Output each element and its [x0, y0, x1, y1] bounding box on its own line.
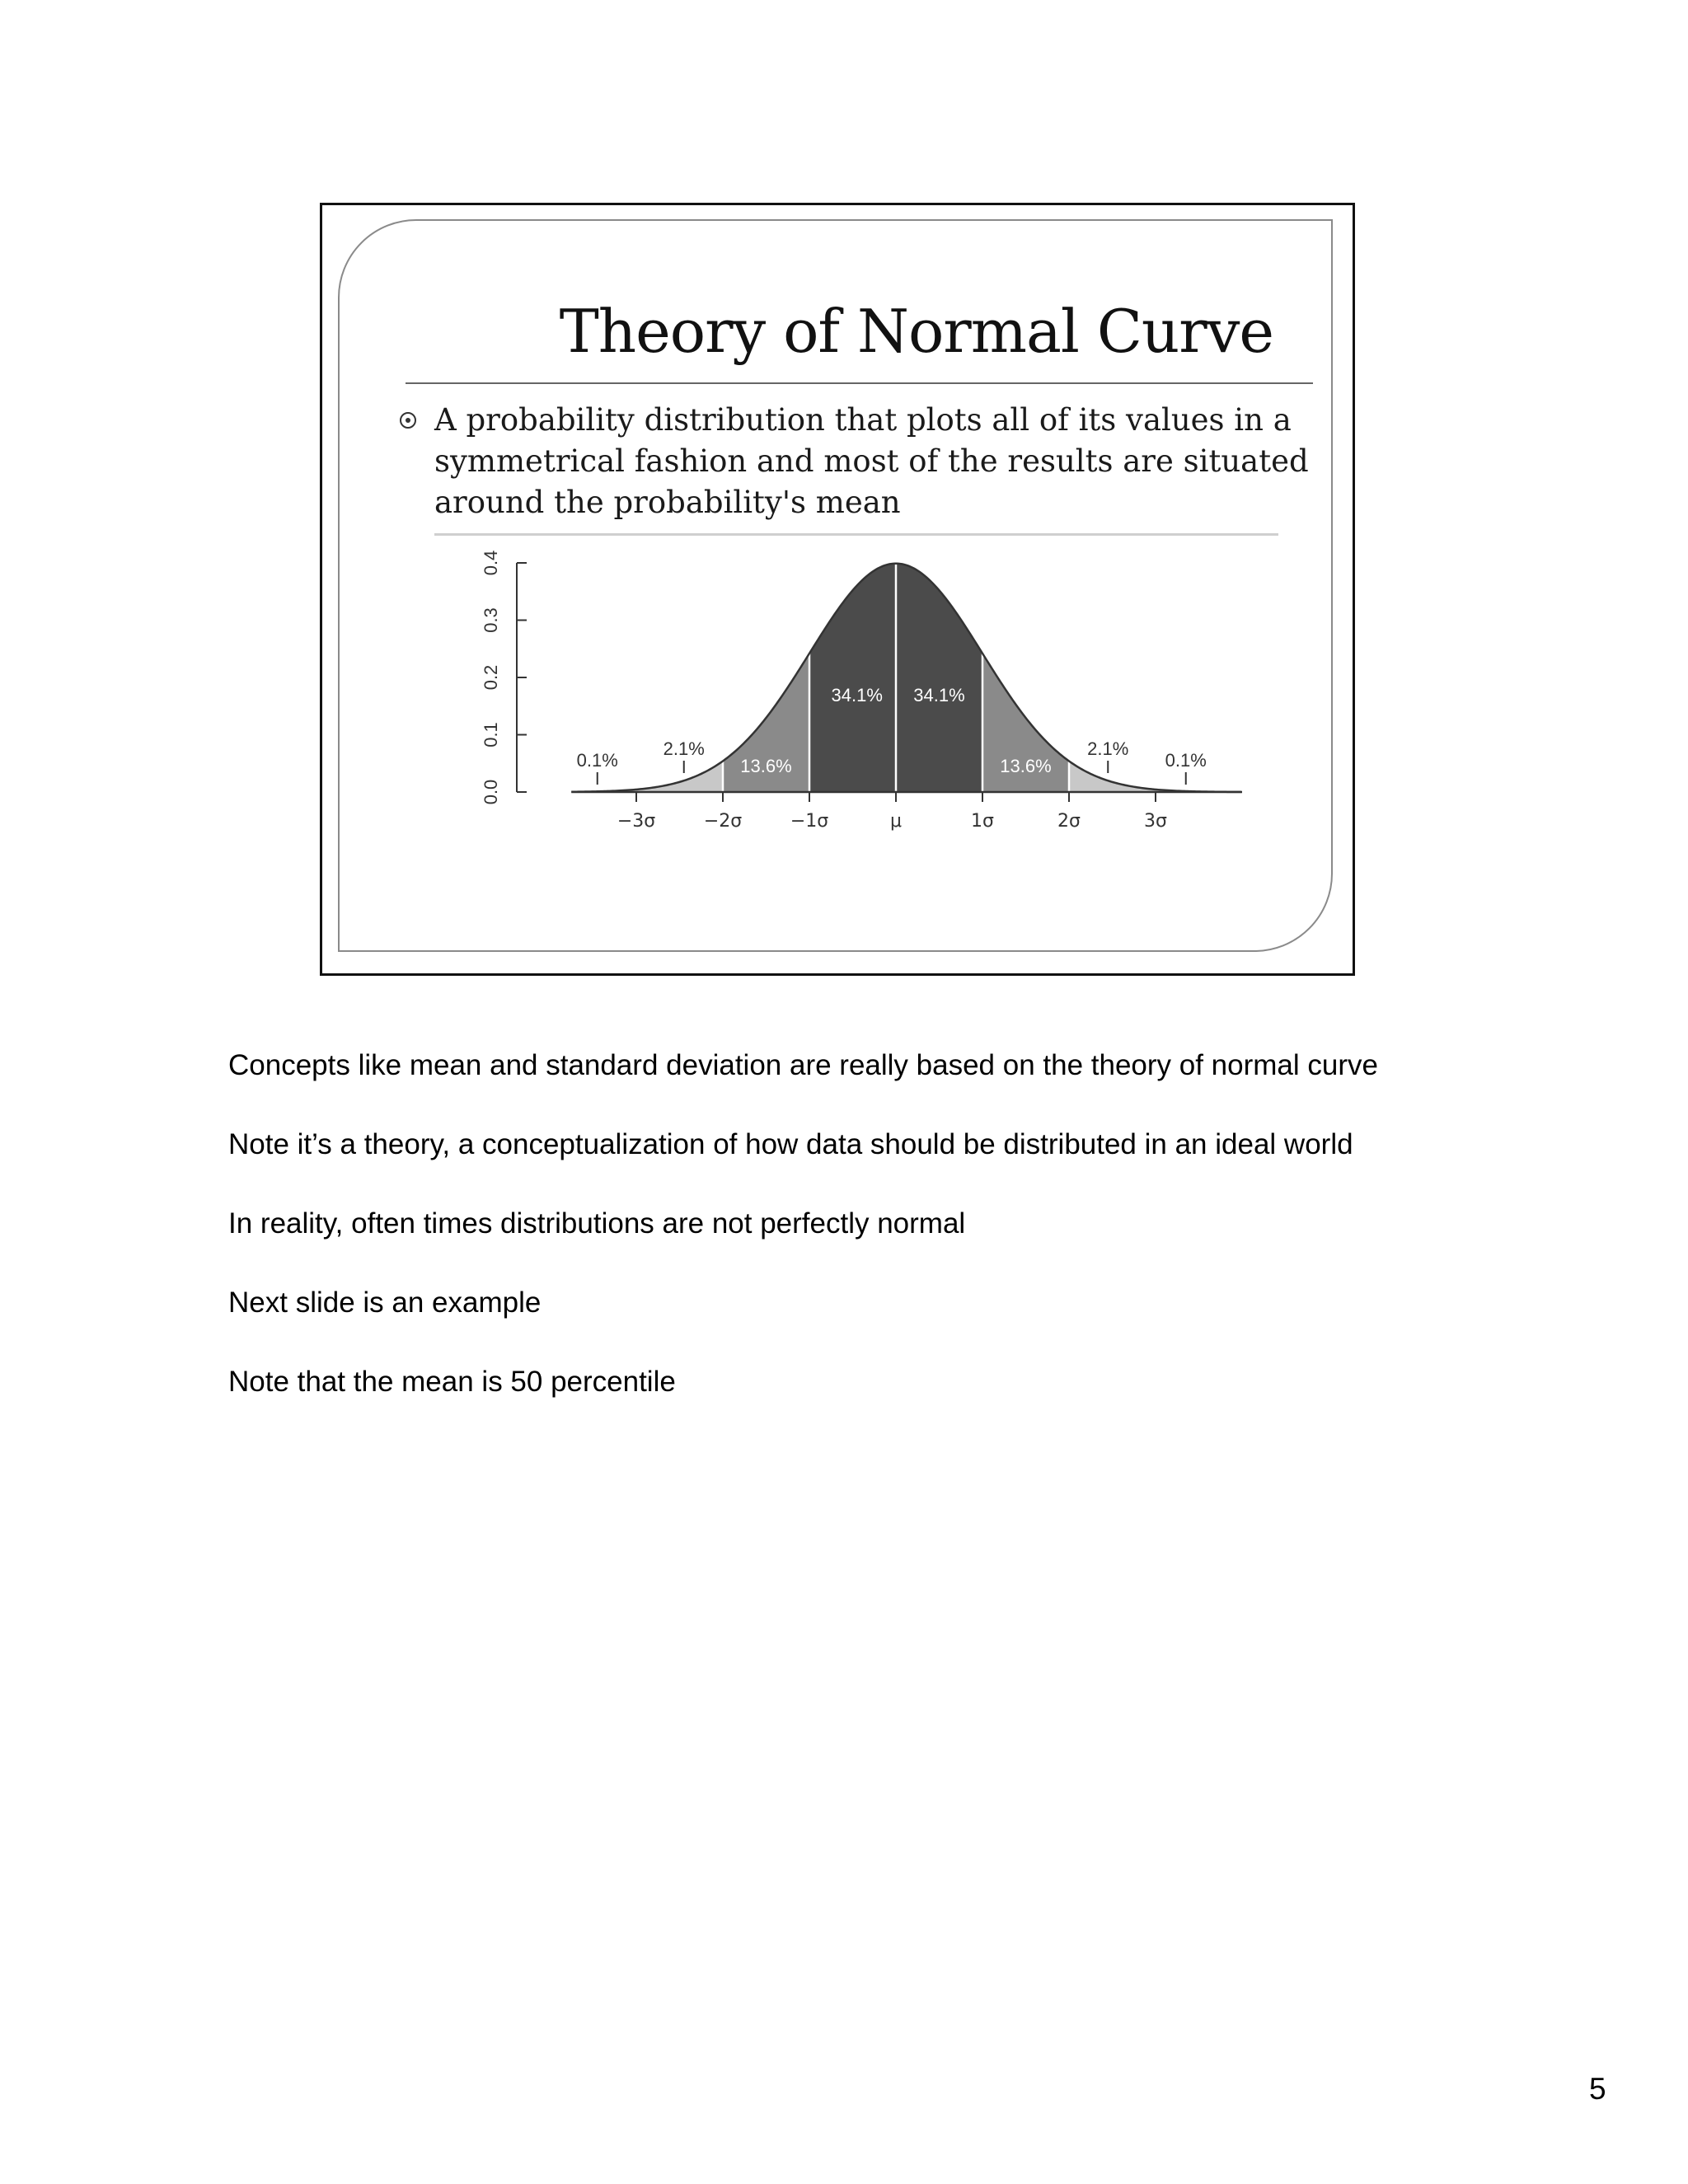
x-tick-label: −1σ — [790, 811, 829, 832]
note-line-2: Note it’s a theory, a conceptualization of how data should be distributed in an ideal world — [228, 1128, 1353, 1160]
region-5 — [896, 564, 982, 792]
region-label: 34.1% — [913, 685, 965, 705]
page-number: 5 — [1589, 2072, 1606, 2106]
region-label: 2.1% — [1087, 738, 1129, 759]
title-divider — [406, 382, 1313, 384]
region-label: 0.1% — [1165, 750, 1207, 771]
slide-thumbnail — [320, 203, 1355, 976]
x-tick-label: μ — [890, 811, 902, 832]
y-tick-label: 0.4 — [480, 550, 501, 576]
y-tick-label: 0.0 — [480, 779, 501, 805]
region-label: 0.1% — [576, 750, 618, 771]
region-label: 2.1% — [663, 738, 705, 759]
region-label: 13.6% — [1000, 756, 1052, 776]
speaker-notes — [228, 1048, 1629, 1444]
x-tick-label: −2σ — [703, 811, 743, 832]
bullet-circle-icon — [400, 412, 416, 429]
region-label: 13.6% — [740, 756, 792, 776]
note-line-3: In reality, often times distributions are not perfectly normal — [228, 1207, 966, 1240]
y-tick-label: 0.3 — [480, 607, 501, 633]
slide-content-border — [338, 219, 1333, 952]
region-4 — [809, 564, 896, 792]
note-line-1: Concepts like mean and standard deviation are really based on the theory of normal curve — [228, 1049, 1378, 1081]
normal-curve-chart — [438, 538, 1263, 868]
region-label: 34.1% — [831, 685, 883, 705]
y-tick-label: 0.1 — [480, 722, 501, 748]
y-tick-label: 0.2 — [480, 664, 501, 691]
note-line-4: Next slide is an example — [228, 1286, 542, 1319]
note-line-5: Note that the mean is 50 percentile — [228, 1366, 676, 1398]
x-tick-label: 1σ — [971, 811, 994, 832]
slide-bullet-text: A probability distribution that plots all of its values in a symmetrical fashion and most of the results are situated around the probability's mean — [434, 402, 1309, 520]
slide-title: Theory of Normal Curve — [559, 297, 1273, 366]
x-tick-label: 2σ — [1057, 811, 1081, 832]
x-tick-label: 3σ — [1144, 811, 1167, 832]
x-tick-label: −3σ — [617, 811, 656, 832]
bullet-divider — [434, 533, 1278, 536]
